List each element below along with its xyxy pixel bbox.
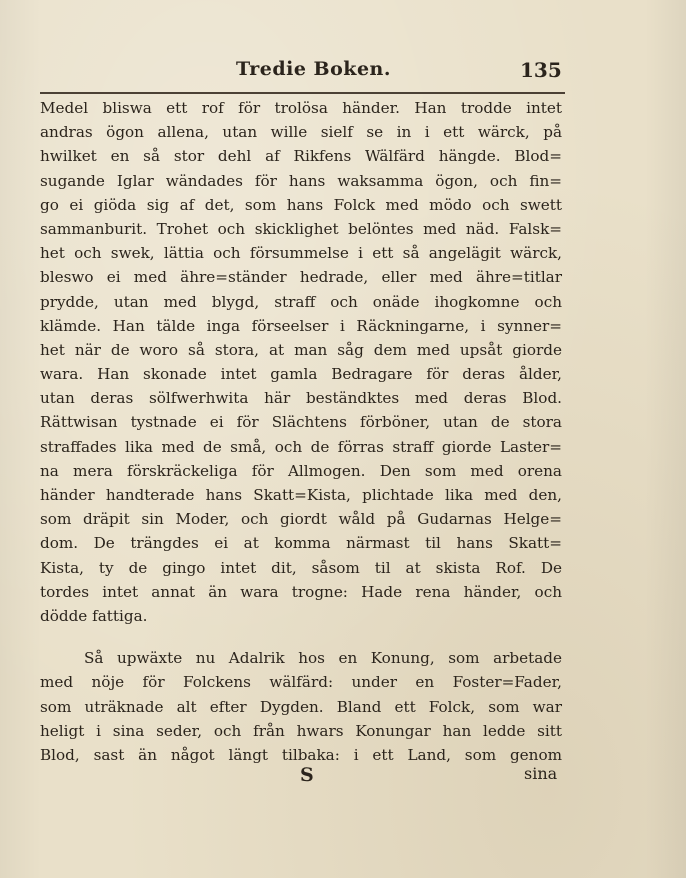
- text-line: andras ögon allena, utan wille sielf se in i ett wärck, på: [40, 123, 562, 142]
- text-line: na mera förskräckeliga för Allmogen. Den som med orena: [40, 461, 562, 480]
- header-rule: [40, 92, 565, 94]
- text-line: Blod, sast än något längt tilbaka: i ett Land, som genom: [40, 745, 562, 764]
- text-line: straffades lika med de små, och de förras straff giorde Laster=: [40, 437, 562, 456]
- page-number: 135: [520, 58, 562, 82]
- text-line: utan deras sölfwerhwita här beständktes med deras Blod.: [40, 389, 562, 408]
- body-text: [40, 96, 562, 767]
- text-line: med nöje för Folckens wälfärd: under en Foster=Fader,: [40, 673, 562, 692]
- text-line: Kista, ty de gingo intet dit, såsom til at skista Rof. De: [40, 558, 562, 577]
- paragraph-gap: [40, 628, 562, 646]
- text-line: het när de woro så stora, at man såg dem med upsåt giorde: [40, 340, 562, 359]
- text-line: het och swek, lättia och försummelse i ett så angelägit wärck,: [40, 244, 562, 263]
- running-title: Tredie Boken.: [236, 58, 391, 80]
- text-line: dödde fattiga.: [40, 606, 148, 625]
- text-line: dom. De trängdes ei at komma närmast til hans Skatt=: [40, 534, 562, 553]
- page-header: [0, 58, 686, 88]
- page-footer: [0, 764, 686, 794]
- paragraph-1: [40, 96, 562, 628]
- paragraph-2: [40, 646, 562, 767]
- text-line: Rättwisan tystnade ei för Slächtens förböner, utan de stora: [40, 413, 562, 432]
- text-line: sammanburit. Trohet och skicklighet belöntes med näd. Falsk=: [40, 219, 562, 238]
- text-line: bleswo ei med ähre=ständer hedrade, eller med ähre=titlar: [40, 268, 562, 287]
- text-line: heligt i sina seder, och från hwars Konungar han ledde sitt: [40, 721, 562, 740]
- catchword: sina: [524, 764, 558, 783]
- text-line: Så upwäxte nu Adalrik hos en Konung, som arbetade: [84, 649, 562, 668]
- text-line: klämde. Han tälde inga förseelser i Räckningarne, i synner=: [40, 316, 562, 335]
- text-line: prydde, utan med blygd, straff och onäde ihogkomne och: [40, 292, 562, 311]
- text-line: hwilket en så stor dehl af Rikfens Wälfärd hängde. Blod=: [40, 147, 562, 166]
- text-line: som dräpit sin Moder, och giordt wåld på Gudarnas Helge=: [40, 510, 562, 529]
- signature-mark: S: [300, 764, 314, 786]
- text-line: sugande Iglar wändades för hans waksamma ögon, och fin=: [40, 171, 562, 190]
- text-line: wara. Han skonade intet gamla Bedragare för deras ålder,: [40, 365, 562, 384]
- text-line: händer handterade hans Skatt=Kista, plichtade lika med den,: [40, 486, 562, 504]
- text-line: go ei giöda sig af det, som hans Folck med mödo och swett: [40, 195, 562, 214]
- text-line: som uträknade alt efter Dygden. Bland ett Folck, som war: [40, 697, 562, 716]
- text-line: tordes intet annat än wara trogne: Hade rena händer, och: [40, 582, 562, 601]
- text-line: Medel bliswa ett rof för trolösa händer. Han trodde intet: [40, 99, 562, 117]
